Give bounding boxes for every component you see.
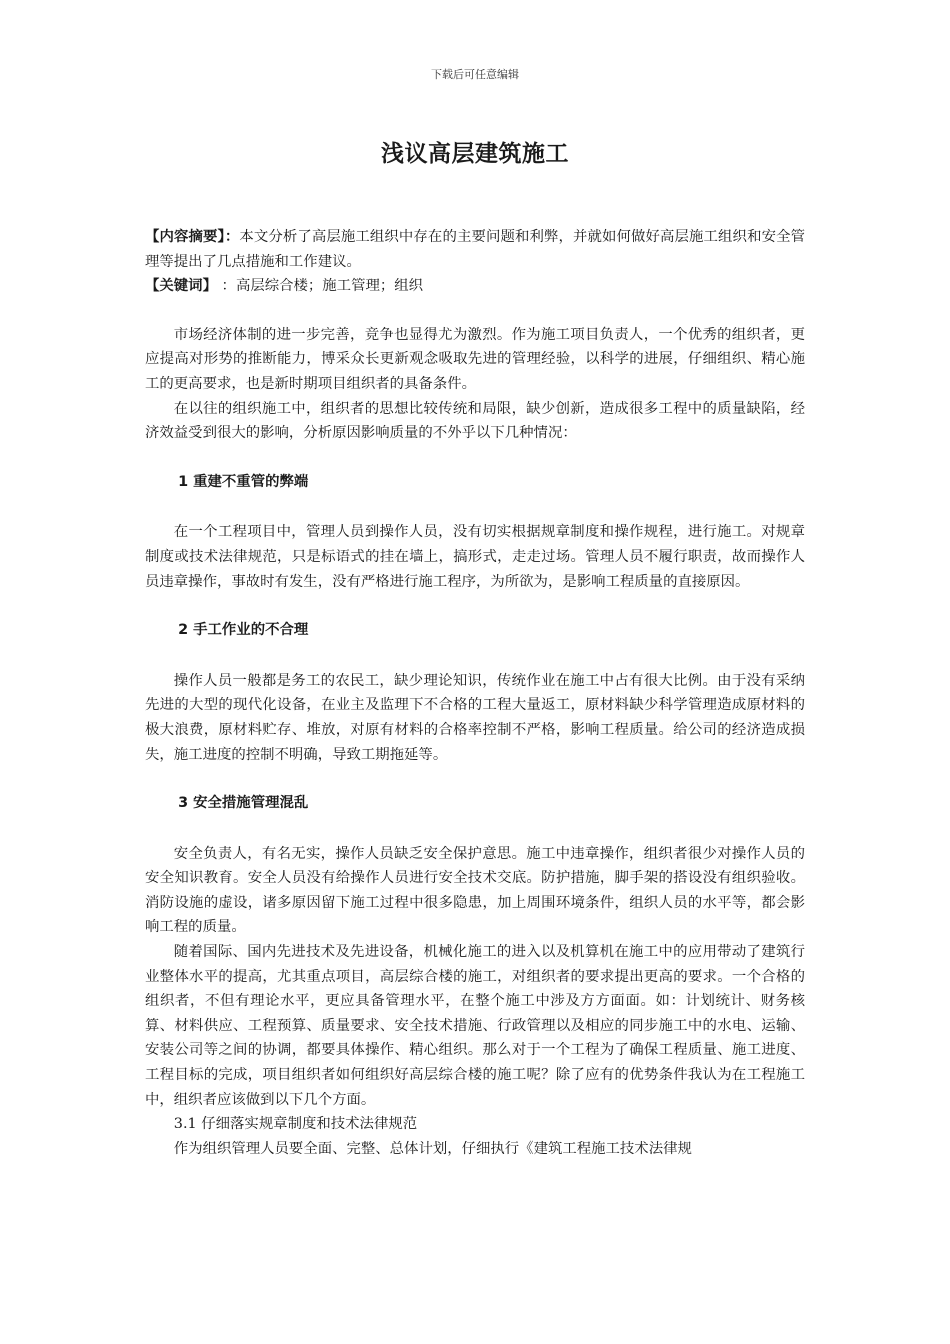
spacer [145,816,805,842]
spacer [145,643,805,669]
section-heading: 2 手工作业的不合理 [178,622,309,639]
spacer [145,594,805,618]
document-title: 浅议高层建筑施工 [381,141,569,167]
abstract-paragraph [145,225,805,274]
abstract-text: 本文分析了高层施工组织中存在的主要问题和利弊，并就如何做好高层施工组织和安全管理等提出了几点措施和工作建议。 [145,229,805,270]
intro-paragraph: 市场经济体制的进一步完善，竞争也显得尤为激烈。作为施工项目负责人，一个优秀的组织者，更应提高对形势的推断能力，博采众长更新观念吸取先进的管理经验，以科学的进展，仔细组织、精心施工的更高要求，也是新时期项目组织者的具备条件。 [145,326,805,392]
keywords-label: 【关键词】 [145,278,217,295]
abstract-label: 【内容摘要】 [145,229,225,245]
intro-paragraph: 在以往的组织施工中，组织者的思想比较传统和局限，缺少创新，造成很多工程中的质量缺陷，经济效益受到很大的影响，分析原因影响质量的不外乎以下几种情况： [145,400,805,442]
section-heading: 1 重建不重管的弊端 [178,473,309,490]
section-paragraph: 操作人员一般都是务工的农民工，缺少理论知识，传统作业在施工中占有很大比例。由于没有采纳先进的大型的现代化设备，在业主及监理下不合格的工程大量返工，原材料缺少科学管理造成原材料的极大浪费，原材料贮存、堆放，对原有材料的合格率控制不严格，影响工程质量。给公司的经济造成损失，施工进度的控制不明确，导致工期拖延等。 [145,672,805,763]
subsection-paragraph: 作为组织管理人员要全面、完整、总体计划，仔细执行《建筑工程施工技术法律规 [173,1140,692,1157]
keywords-sep: ： [216,278,236,295]
header-note: 下载后可任意编辑 [431,68,519,81]
section-paragraph: 在一个工程项目中，管理人员到操作人员，没有切实根据规章制度和操作规程，进行施工。对规章制度或技术法律规范，只是标语式的挂在墙上，搞形式，走走过场。管理人员不履行职责，故而操作人员违章操作，事故时有发生，没有严格进行施工程序，为所欲为，是影响工程质量的直接原因。 [145,524,805,590]
section-paragraph: 随着国际、国内先进技术及先进设备，机械化施工的进入以及机算机在施工中的应用带动了建筑行业整体水平的提高，尤其重点项目，高层综合楼的施工，对组织者的要求提出更高的要求。一个合格的组织者，不但有理论水平，更应具备管理水平，在整个施工中涉及方方面面。如：计划统计、财务核算、材料供应、工程预算、质量要求、安全技术措施、行政管理以及相应的同步施工中的水电、运输、安装公司等之间的协调，都要具体操作、精心组织。那么对于一个工程为了确保工程质量、施工进度、工程目标的完成，项目组织者如何组织好高层综合楼的施工呢？除了应有的优势条件我认为在工程施工中，组织者应该做到以下几个方面。 [145,944,805,1108]
keywords-paragraph [145,274,805,299]
keywords-text: 高层综合楼；施工管理；组织 [235,278,424,295]
section-heading: 3 安全措施管理混乱 [178,795,309,812]
spacer [145,446,805,470]
abstract-sep: ： [224,229,240,245]
subsection-heading: 3.1 仔细落实规章制度和技术法律规范 [173,1116,418,1133]
spacer [145,494,805,520]
spacer [145,299,805,323]
section-paragraph: 安全负责人，有名无实，操作人员缺乏安全保护意思。施工中违章操作，组织者很少对操作人员的安全知识教育。安全人员没有给操作人员进行安全技术交底。防护措施，脚手架的搭设没有组织验收。消防设施的虚设，诸多原因留下施工过程中很多隐患，加上周围环境条件，组织人员的水平等，都会影响工程的质量。 [145,845,805,936]
document-body [145,225,805,1161]
spacer [145,767,805,791]
